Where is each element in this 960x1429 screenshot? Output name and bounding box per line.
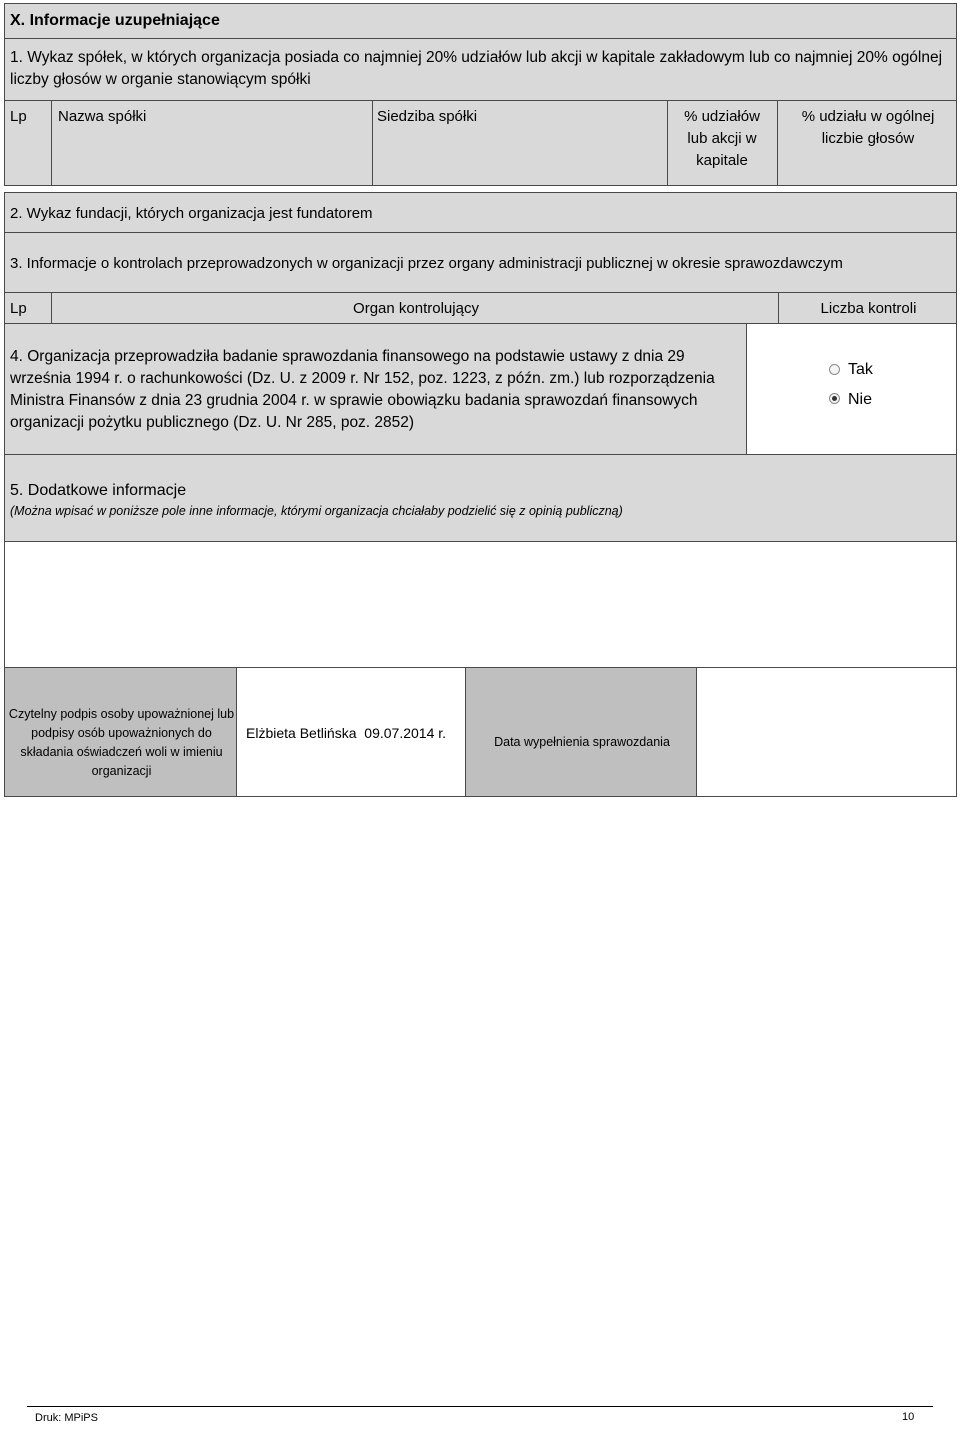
s3-heading-box [4,232,957,293]
s1-col-name [51,100,373,186]
signature-label-box [4,667,237,797]
s2-heading-box [4,192,957,233]
s1-col-lp-label: Lp [10,108,27,125]
footer-page-number: 10 [902,1411,915,1423]
s1-col-lp [4,100,52,186]
radio-no-label: Nie [848,391,873,408]
s3-col-count [778,292,957,324]
s1-col-shares [667,100,778,186]
s3-col-count-label: Liczba kontroli [820,300,917,317]
s3-col-organ [51,292,779,324]
signature-field[interactable] [236,667,466,797]
s3-col-lp [4,292,52,324]
s4-text: 4. Organizacja przeprowadziła badanie sprawozdania finansowego na podstawie ustawy z dnia 29 września 1994 r. o rachunkowości (Dz. U. z 2009 r. Nr 152, poz. 1223, z późn. zm.) lub rozporządzenia Ministra Finansów z dnia 23 grudnia 2004 r. w sprawie obowiązku badania sprawozdań finansowych organizacji pożytku publicznego (Dz. U. Nr 285, poz. 2852) [10,348,715,431]
signature-value: Elżbieta Betlińska 09.07.2014 r. [246,725,447,741]
s1-col-shares-label: % udziałów lub akcji w kapitale [684,108,760,169]
s1-col-seat-label: Siedziba spółki [377,108,478,125]
s5-content-field[interactable] [4,541,957,668]
section-title-box [4,3,957,39]
s4-text-box [4,323,747,455]
radio-yes[interactable] [829,364,840,375]
s1-col-votes-label: % udziału w ogólnej liczbie głosów [801,108,935,147]
s4-options-box [746,323,957,455]
date-field[interactable] [696,667,957,797]
radio-yes-label: Tak [848,361,873,378]
s5-heading: 5. Dodatkowe informacje [10,482,187,499]
s5-heading-box [4,454,957,542]
s5-subheading: (Można wpisać w poniższe pole inne informacje, którymi organizacja chciałaby podzielić się z opinią publiczną) [10,504,623,518]
s1-col-seat [372,100,668,186]
s1-heading-box [4,38,957,101]
signature-label: Czytelny podpis osoby upoważnionej lub podpisy osób upoważnionych do składania oświadczeń woli w imieniu organizacji [8,707,235,778]
s3-heading: 3. Informacje o kontrolach przeprowadzonych w organizacji przez organy administracji publicznej w okresie sprawozdawczym [10,255,843,272]
s1-col-name-label: Nazwa spółki [58,108,147,125]
s3-col-organ-label: Organ kontrolujący [353,300,479,317]
s3-col-lp-label: Lp [10,300,27,317]
radio-no[interactable] [829,393,840,404]
s1-heading: 1. Wykaz spółek, w których organizacja posiada co najmniej 20% udziałów lub akcji w kapitale zakładowym lub co najmniej 20% ogólnej liczby głosów w organie stanowiącym spółki [10,49,943,88]
s2-heading: 2. Wykaz fundacji, których organizacja jest fundatorem [10,205,373,222]
footer-print: Druk: MPiPS [35,1412,98,1424]
section-title: X. Informacje uzupełniające [10,12,220,29]
date-label: Data wypełnienia sprawozdania [494,735,670,749]
s1-col-votes [777,100,957,186]
date-label-box [465,667,697,797]
footer-line [27,1406,933,1407]
